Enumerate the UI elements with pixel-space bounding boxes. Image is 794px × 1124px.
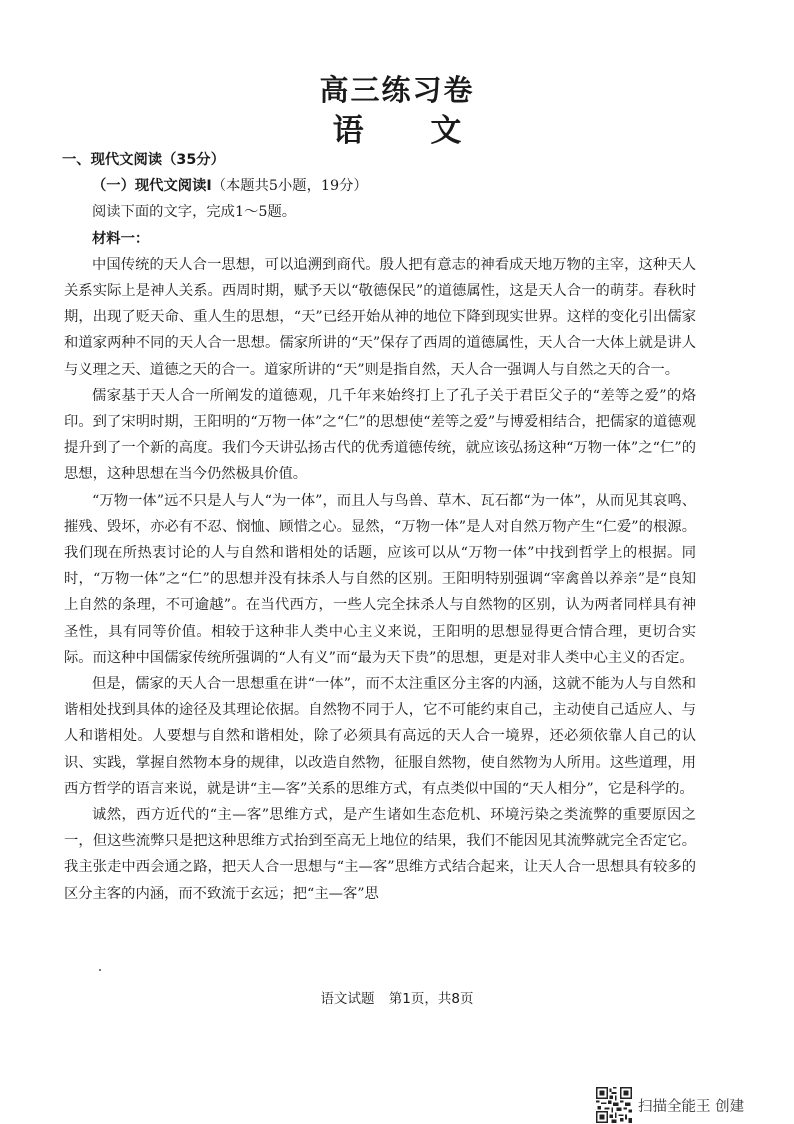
paragraph-5: 诚然，西方近代的“主—客”思维方式，是产生诸如生态危机、环境污染之类流弊的重要原因之一，但这些流弊只是把这种思维方式抬到至高无上地位的结果，我们不能因见其流弊就完全否定它。我主张走中西会通之路，把天人合一思想与“主—客”思维方式结合起来，让天人合一思想具有较多的区分主客的内涵，而不致流于玄远；把“主—客”思 <box>64 807 696 902</box>
scan-speck <box>99 969 101 971</box>
footer-page-number: 第1页，共8页 <box>388 991 474 1007</box>
subsection-label: （一）现代文阅读Ⅰ <box>92 178 212 195</box>
reading-content <box>64 147 696 907</box>
reading-instruction: 阅读下面的文字，完成1～5题。 <box>92 204 297 221</box>
subsection-note: （本题共5小题，19分） <box>211 178 368 195</box>
qr-code-icon <box>596 1087 632 1123</box>
paragraph-4: 但是，儒家的天人合一思想重在讲“一体”，而不太注重区分主客的内涵，这就不能为人与自然和谐相处找到具体的途径及其理论依据。自然物不同于人，它不可能约束自己，主动使自己适应人、与人和谐相处。人要想与自然和谐相处，除了必须具有高远的天人合一境界，还必须依靠人自己的认识、实践，掌握自然物本身的规律，以改造自然物，征服自然物，使自然物为人所用。这些道理，用西方哲学的语言来说，就是讲“主—客”关系的思维方式，有点类似中国的“天人相分”，它是科学的。 <box>64 676 696 797</box>
paragraph-1: 中国传统的天人合一思想，可以追溯到商代。殷人把有意志的神看成天地万物的主宰，这种天人关系实际上是神人关系。西周时期，赋予天以“敬德保民”的道德属性，这是天人合一的萌芽。春秋时期，出现了贬天命、重人生的思想，“天”已经开始从神的地位下降到现实世界。这样的变化引出儒家和道家两种不同的天人合一思想。儒家所讲的“天”保存了西周的道德属性，天人合一大体上就是讲人与义理之天、道德之天的合一。道家所讲的“天”则是指自然，天人合一强调人与自然之天的合一。 <box>64 256 696 378</box>
page-footer <box>0 987 794 1007</box>
paragraph-3: “万物一体”远不只是人与人“为一体”，而且人与鸟兽、草木、瓦石都“为一体”，从而见其哀鸣、摧残、毁坏，亦必有不忍、悯恤、顾惜之心。显然，“万物一体”是人对自然万物产生“仁爱”的根源。我们现在所热衷讨论的人与自然和谐相处的话题，应该可以从“万物一体”中找到哲学上的根据。同时，“万物一体”之“仁”的思想并没有抹杀人与自然的区别。王阳明特别强调“宰禽兽以养亲”是“良知上自然的条理，不可逾越”。在当代西方，一些人完全抹杀人与自然物的区别，认为两者同样具有神圣性，具有同等价值。相较于这种非人类中心主义来说，王阳明的思想显得更合情合理，更切合实际。而这种中国儒家传统所强调的“人有义”而“最为天下贵”的思想，更是对非人类中心主义的否定。 <box>64 492 696 666</box>
material-label: 材料一： <box>92 230 150 247</box>
footer-subject: 语文试题 <box>320 991 375 1007</box>
subject-title: 语 文 <box>332 113 490 149</box>
section-heading: 一、现代文阅读（35分） <box>62 152 225 168</box>
watermark-text: 扫描全能王 创建 <box>638 1098 745 1115</box>
subsection-heading <box>64 173 696 199</box>
scanner-watermark <box>596 1086 786 1124</box>
paragraph-2: 儒家基于天人合一所阐发的道德观，几千年来始终打上了孔子关于君臣父子的“差等之爱”的烙印。到了宋明时期，王阳明的“万物一体”之“仁”的思想使“差等之爱”与博爱相结合，把儒家的道德观提升到了一个新的高度。我们今天讲弘扬古代的优秀道德传统，就应该弘扬这种“万物一体”之“仁”的思想，这种思想在当今仍然极具价值。 <box>64 387 696 483</box>
exam-title: 高三练习卷 <box>319 73 475 107</box>
